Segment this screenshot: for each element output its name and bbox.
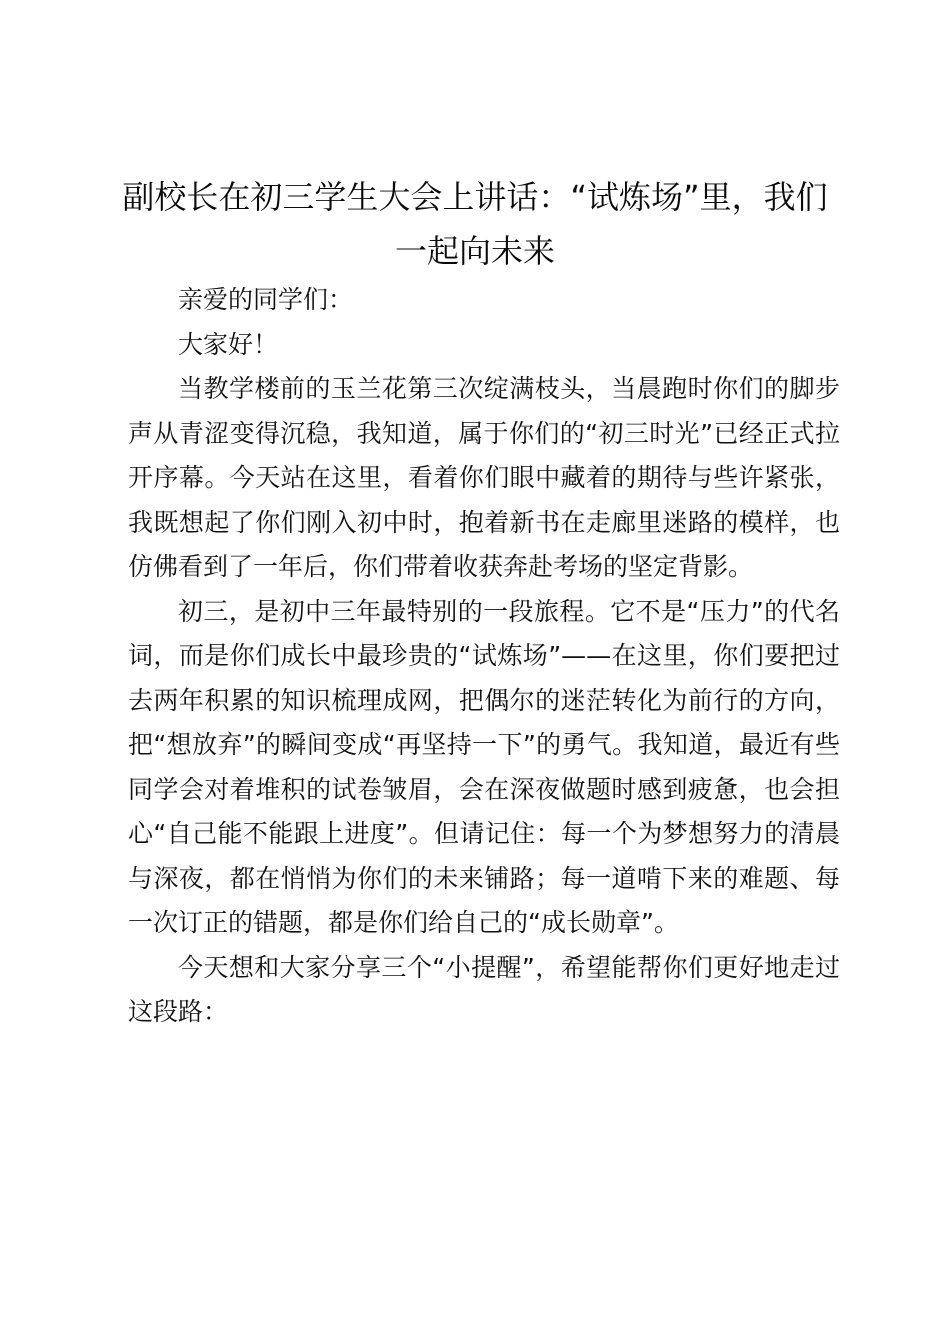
- body-paragraph-1: 当教学楼前的玉兰花第三次绽满枝头，当晨跑时你们的脚步声从青涩变得沉稳，我知道，属于你们的“初三时光”已经正式拉开序幕。今天站在这里，看着你们眼中藏着的期待与些许紧张，我既想起了你们刚入初中时，抱着新书在走廊里迷路的模样，也仿佛看到了一年后，你们带着收获奔赴考场的坚定背影。: [128, 374, 840, 581]
- document-body: [128, 278, 840, 1035]
- body-paragraph-3: 今天想和大家分享三个“小提醒”，希望能帮你们更好地走过这段路：: [128, 952, 840, 1026]
- document-title: 副校长在初三学生大会上讲话：“试炼场”里，我们一起向未来: [122, 178, 828, 270]
- greeting-paragraph: 大家好！: [178, 329, 279, 359]
- salutation-paragraph: 亲爱的同学们：: [178, 285, 354, 314]
- body-paragraph-2: 初三，是初中三年最特别的一段旅程。它不是“压力”的代名词，而是你们成长中最珍贵的“试炼场”——在这里，你们要把过去两年积累的知识梳理成网，把偶尔的迷茫转化为前行的方向，把“想放弃”的瞬间变成“再坚持一下”的勇气。我知道，最近有些同学会对着堆积的试卷皱眉，会在深夜做题时感到疲惫，也会担心“自己能不能跟上进度”。但请记住：每一个为梦想努力的清晨与深夜，都在悄悄为你们的未来铺路；每一道啃下来的难题、每一次订正的错题，都是你们给自己的“成长勋章”。: [128, 596, 840, 937]
